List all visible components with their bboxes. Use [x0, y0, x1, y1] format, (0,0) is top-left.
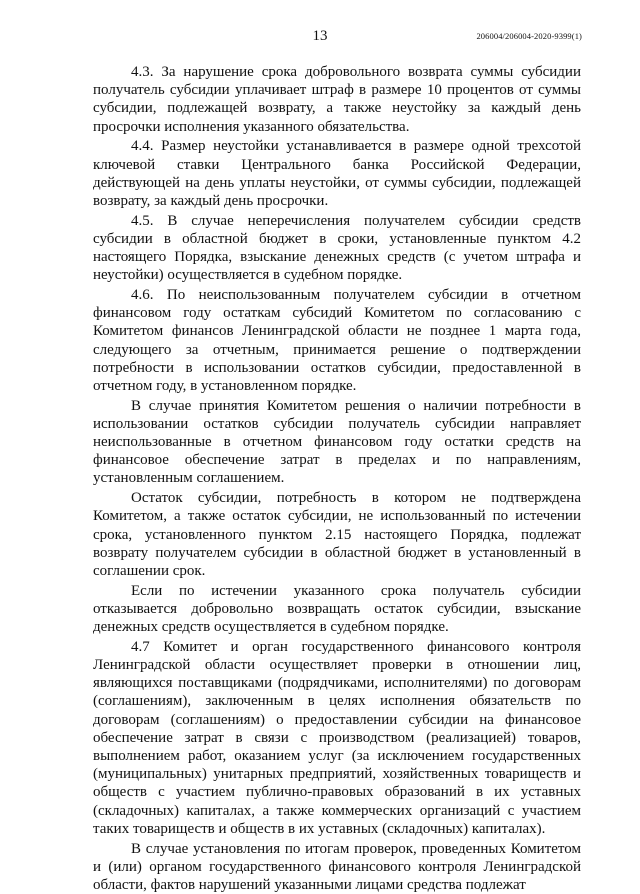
document-body — [93, 63, 581, 894]
page-number: 13 — [312, 28, 328, 44]
document-code: 206004/206004-2020-9399(1) — [476, 31, 582, 41]
paragraph-4-4: 4.4. Размер неустойки устанавливается в размере одной трехсотой ключевой ставки Центрального банка Российской Федерации, действующей на день уплаты неустойки, от суммы субсидии, подлежащей возврату, за каждый день просрочки. — [93, 138, 581, 209]
paragraph-4-6-refusal: Если по истечении указанного срока получатель субсидии отказывается добровольно возвращать остаток субсидии, взыскание денежных средств осуществляется в судебном порядке. — [93, 582, 581, 636]
paragraph-4-3: 4.3. За нарушение срока добровольного возврата суммы субсидии получатель субсидии уплачивает штраф в размере 10 процентов от суммы субсидии, подлежащей возврату, а также неустойку за каждый день просрочки исполнения указанного обязательства. — [93, 64, 581, 135]
paragraph-4-6: 4.6. По неиспользованным получателем субсидии в отчетном финансовом году остаткам субсидий Комитетом по согласованию с Комитетом финансов Ленинградской области не позднее 1 марта года, следующего за отчетным, принимается решение о подтверждении потребности в использовании остатков субсидии, предоставленной в отчетном году, в установленном порядке. — [93, 286, 581, 394]
paragraph-4-5: 4.5. В случае неперечисления получателем субсидии средств субсидии в областной бюджет в сроки, установленные пунктом 4.2 настоящего Порядка, взыскание денежных средств (с учетом штрафа и неустойки) осуществляется в судебном порядке. — [93, 212, 581, 284]
paragraph-4-6-remainder: Остаток субсидии, потребность в котором не подтверждена Комитетом, а также остаток субсидии, не использованный по истечении срока, установленного пунктом 2.15 настоящего Порядка, подлежат возврату получателем субсидии в областной бюджет в установленный в соглашении срок. — [93, 490, 581, 579]
paragraph-4-7: 4.7 Комитет и орган государственного финансового контроля Ленинградской области осуществляет проверки в отношении лиц, являющихся поставщиками (подрядчиками, исполнителями) по договорам (соглашениям), заключенным в целях исполнения обязательств по договорам (соглашениям) о предоставлении субсидии на финансовое обеспечение затрат в связи с производством (реализацией) товаров, выполнением работ, оказанием услуг (за исключением государственных (муниципальных) унитарных предприятий, хозяйственных товариществ и обществ с участием публично-правовых образований в их уставных (складочных) капиталах, а также коммерческих организаций с участием таких товариществ и обществ в их уставных (складочных) капиталах). — [93, 638, 581, 837]
paragraph-4-7-violations: В случае установления по итогам проверок, проведенных Комитетом и (или) органом государственного финансового контроля Ленинградской области, фактов нарушений указанными лицами средства подлежат — [93, 840, 581, 893]
paragraph-4-6-need-confirmed: В случае принятия Комитетом решения о наличии потребности в использовании остатков субсидии получатель субсидии направляет неиспользованные в отчетном финансовом году остатки средств на финансовое обеспечение затрат в пределах и по направлениям, установленным соглашением. — [93, 397, 581, 487]
